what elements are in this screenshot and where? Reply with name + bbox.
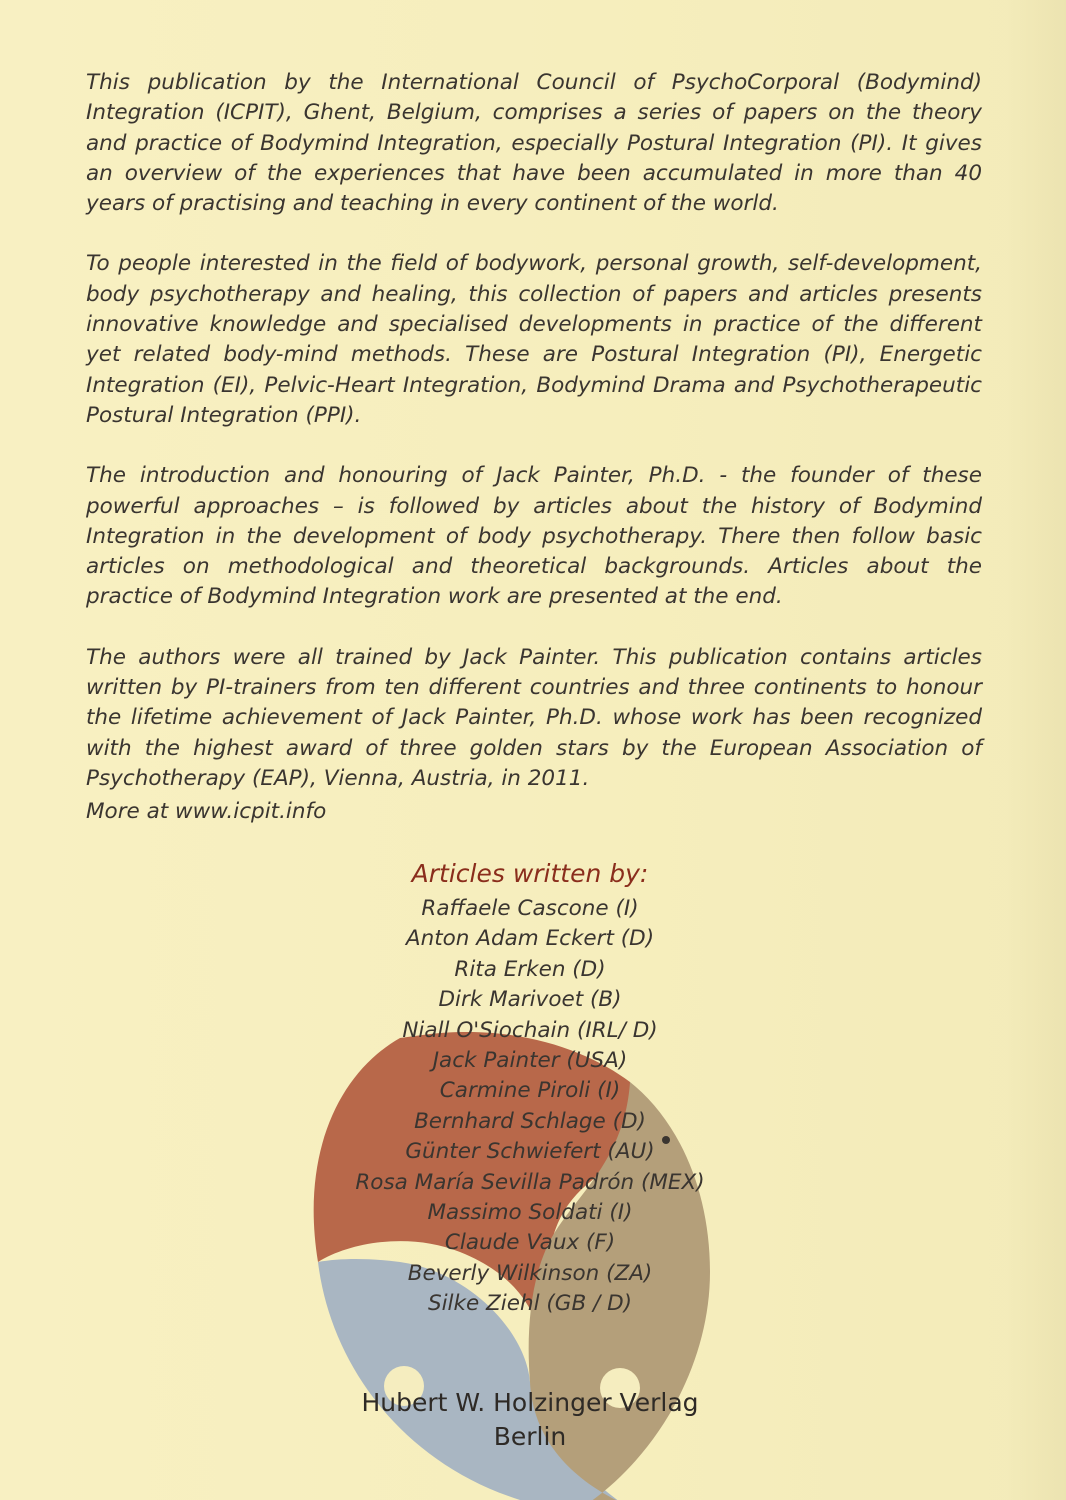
- publisher-name: Hubert W. Holzinger Verlag: [361, 1388, 699, 1417]
- author-item: Bernhard Schlage (D): [414, 1108, 646, 1134]
- author-item: Niall O'Siochain (IRL/ D): [402, 1017, 658, 1043]
- author-item: Silke Ziehl (GB / D): [427, 1291, 633, 1317]
- website-link: More at www.icpit.info: [86, 799, 327, 824]
- author-item: Massimo Soldati (I): [427, 1200, 633, 1226]
- paragraph-contents: The introduction and honouring of Jack Painter, Ph.D. - the founder of these powerful approaches – is followed by articles about the history of Bodymind Integration in the development of body psychotherapy. There then follow basic articles on methodological and theoretical backgrounds. Articles about the practice of Bodymind Integration work are presented at the end.: [86, 463, 982, 610]
- paragraph-intro: This publication by the International Council of PsychoCorporal (Bodymind) Integration (ICPIT), Ghent, Belgium, comprises a series of papers on the theory and practice of Bodymind Integration, especially Postural Integration (PI). It gives an overview of the experiences that have been accumulated in more than 40 years of practising and teaching in every continent of the world.: [86, 70, 982, 217]
- author-item: Günter Schwiefert (AU): [405, 1139, 655, 1165]
- author-item: Anton Adam Eckert (D): [405, 926, 655, 952]
- author-item: Jack Painter (USA): [432, 1048, 628, 1074]
- author-item: Rita Erken (D): [454, 956, 606, 982]
- page-edge-shading: [1006, 0, 1066, 1500]
- author-item: Carmine Piroli (I): [439, 1078, 621, 1104]
- publisher-block: [230, 1386, 830, 1454]
- paragraph-audience: To people interested in the field of bodywork, personal growth, self-development, body psychotherapy and healing, this collection of papers and articles presents innovative knowledge and specialised developments in practice of the different yet related body-mind methods. These are Postural Integration (PI), Energetic Integration (EI), Pelvic-Heart Integration, Bodymind Drama and Psychotherapeutic Postural Integration (PPI).: [86, 251, 982, 428]
- credits-block: [230, 856, 830, 1320]
- author-list: [230, 894, 830, 1320]
- author-item: Rosa María Sevilla Padrón (MEX): [355, 1169, 705, 1195]
- author-item: Raffaele Cascone (I): [421, 896, 639, 921]
- author-item: Beverly Wilkinson (ZA): [407, 1260, 653, 1286]
- publisher-city: Berlin: [493, 1422, 567, 1451]
- credits-heading: Articles written by:: [411, 859, 649, 888]
- paragraph-authors: The authors were all trained by Jack Painter. This publication contains articles written by PI-trainers from ten different countries and three continents to honour the lifetime achievement of Jack Painter, Ph.D. whose work has been recognized with the highest award of three golden stars by the European Association of Psychotherapy (EAP), Vienna, Austria, in 2011.: [86, 644, 982, 791]
- author-item: Dirk Marivoet (B): [438, 987, 622, 1013]
- author-item: Claude Vaux (F): [444, 1230, 616, 1256]
- description-text: [86, 68, 982, 824]
